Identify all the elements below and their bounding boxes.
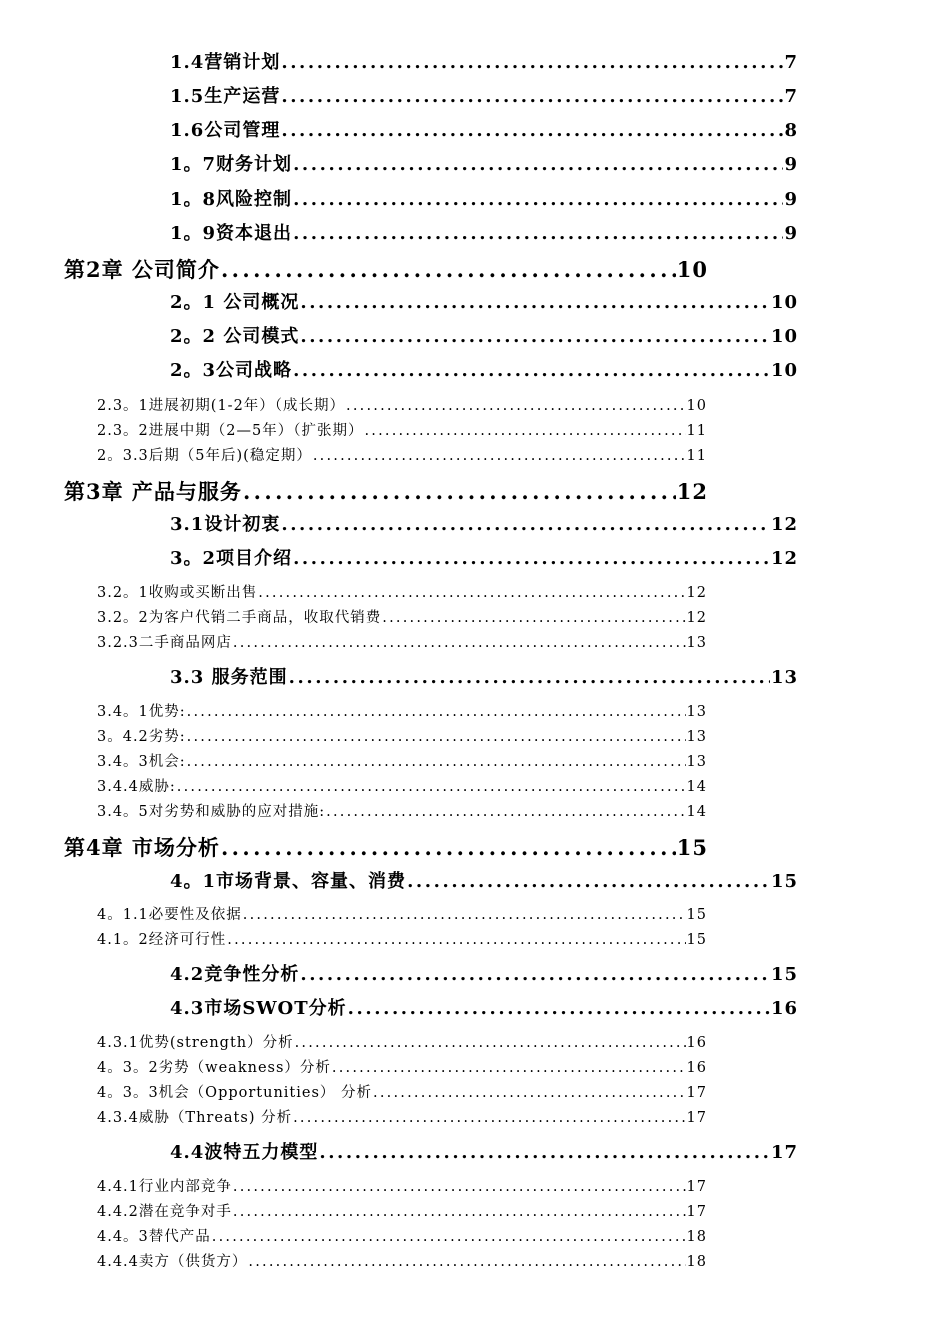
toc-dot-leader (373, 1083, 686, 1103)
toc-entry-title: 3.2.3二手商品网店 (97, 635, 232, 651)
toc-entry-title: 4.3.1优势(strength）分析 (97, 1035, 294, 1051)
toc-dot-leader (319, 1141, 770, 1165)
toc-section-entry[interactable] (170, 359, 798, 383)
toc-dot-leader (187, 702, 686, 722)
toc-entry-title: 4。3。3机会（Opportunities） 分析 (97, 1085, 373, 1101)
toc-page-number: 11 (686, 423, 707, 439)
toc-dot-leader (221, 256, 676, 284)
toc-subsection-entry[interactable] (97, 421, 707, 441)
toc-dot-leader (212, 1227, 686, 1247)
toc-entry-title: 1。7财务计划 (170, 154, 293, 175)
toc-page-number: 16 (686, 1060, 707, 1076)
toc-dot-leader (243, 478, 676, 506)
toc-page-number: 14 (686, 779, 707, 795)
toc-section-entry[interactable] (170, 1141, 798, 1165)
toc-section-entry[interactable] (170, 513, 798, 537)
toc-entry-title: 3.4.4威胁: (97, 779, 176, 795)
toc-dot-leader (332, 1058, 686, 1078)
toc-dot-leader (248, 1252, 685, 1272)
toc-subsection-entry[interactable] (97, 930, 707, 950)
toc-subsection-entry[interactable] (97, 802, 707, 822)
toc-page-number: 12 (770, 514, 798, 535)
toc-entry-title: 1.4营销计划 (170, 52, 281, 73)
toc-section-entry[interactable] (170, 963, 798, 987)
toc-section-entry[interactable] (170, 666, 798, 690)
toc-dot-leader (293, 153, 783, 177)
toc-dot-leader (300, 291, 770, 315)
toc-dot-leader (346, 396, 686, 416)
toc-section-entry[interactable] (170, 870, 798, 894)
toc-page-number: 15 (686, 907, 707, 923)
toc-section-entry[interactable] (170, 291, 798, 315)
toc-page-number: 10 (686, 398, 707, 414)
toc-dot-leader (407, 870, 770, 894)
toc-entry-title: 4.1。2经济可行性 (97, 932, 227, 948)
toc-dot-leader (233, 1177, 686, 1197)
toc-page-number: 12 (770, 548, 798, 569)
toc-page-number: 16 (770, 998, 798, 1019)
toc-entry-title: 3。2项目介绍 (170, 548, 293, 569)
toc-subsection-entry[interactable] (97, 1083, 707, 1103)
toc-page-number: 10 (770, 292, 798, 313)
toc-section-entry[interactable] (170, 51, 798, 75)
toc-entry-title: 3.1设计初衷 (170, 514, 281, 535)
toc-dot-leader (281, 85, 783, 109)
toc-entry-title: 4.4.4卖方（供货方） (97, 1254, 248, 1270)
toc-dot-leader (233, 1202, 686, 1222)
toc-dot-leader (187, 727, 686, 747)
toc-subsection-entry[interactable] (97, 446, 707, 466)
toc-dot-leader (281, 513, 770, 537)
toc-dot-leader (293, 1108, 685, 1128)
toc-dot-leader (293, 188, 783, 212)
toc-page-number: 18 (686, 1254, 707, 1270)
toc-page-number: 12 (686, 610, 707, 626)
toc-page-number: 10 (676, 257, 708, 282)
toc-subsection-entry[interactable] (97, 777, 707, 797)
toc-dot-leader (293, 547, 770, 571)
toc-section-entry[interactable] (170, 188, 798, 212)
toc-subsection-entry[interactable] (97, 1108, 707, 1128)
toc-dot-leader (365, 421, 686, 441)
toc-section-entry[interactable] (170, 153, 798, 177)
toc-page-number: 8 (784, 120, 798, 141)
toc-page-number: 16 (686, 1035, 707, 1051)
toc-page-number: 17 (686, 1085, 707, 1101)
toc-dot-leader (187, 752, 686, 772)
toc-dot-leader (326, 802, 685, 822)
toc-entry-title: 第2章 公司简介 (64, 257, 220, 282)
toc-entry-title: 3.4。1优势: (97, 704, 186, 720)
toc-section-entry[interactable] (170, 222, 798, 246)
toc-subsection-entry[interactable] (97, 1252, 707, 1272)
toc-entry-title: 2.3。2进展中期（2—5年）（扩张期） (97, 423, 364, 439)
toc-page-number: 7 (784, 52, 798, 73)
toc-section-entry[interactable] (170, 997, 798, 1021)
toc-entry-title: 4.4.1行业内部竞争 (97, 1179, 232, 1195)
toc-page-number: 15 (686, 932, 707, 948)
toc-page-number: 15 (676, 835, 708, 860)
toc-page-number: 13 (686, 729, 707, 745)
toc-page-number: 7 (784, 86, 798, 107)
toc-entry-title: 1.5生产运营 (170, 86, 281, 107)
toc-page-number: 10 (770, 360, 798, 381)
toc-page-number: 13 (686, 754, 707, 770)
toc-page-number: 12 (676, 479, 708, 504)
toc-entry-title: 2.3。1进展初期(1-2年）（成长期） (97, 398, 346, 414)
toc-entry-title: 3.4。5对劣势和威胁的应对措施: (97, 804, 326, 820)
toc-page-number: 13 (686, 635, 707, 651)
toc-page-number: 17 (686, 1110, 707, 1126)
toc-chapter-entry[interactable] (64, 478, 708, 506)
toc-page-number: 9 (784, 154, 798, 175)
toc-entry-title: 2。2 公司模式 (170, 326, 300, 347)
toc-entry-title: 第3章 产品与服务 (64, 479, 242, 504)
toc-page-number: 15 (770, 871, 798, 892)
toc-section-entry[interactable] (170, 547, 798, 571)
toc-dot-leader (243, 905, 686, 925)
toc-entry-title: 1.6公司管理 (170, 120, 281, 141)
toc-entry-title: 3.2。2为客户代销二手商品，收取代销费 (97, 610, 382, 626)
toc-dot-leader (258, 583, 685, 603)
toc-subsection-entry[interactable] (97, 727, 707, 747)
toc-page-number: 11 (686, 448, 707, 464)
toc-dot-leader (293, 359, 770, 383)
toc-dot-leader (382, 608, 685, 628)
toc-page-number: 10 (770, 326, 798, 347)
toc-subsection-entry[interactable] (97, 905, 707, 925)
toc-entry-title: 3.3 服务范围 (170, 667, 288, 688)
toc-section-entry[interactable] (170, 85, 798, 109)
toc-page-number: 17 (770, 1142, 798, 1163)
toc-entry-title: 4.4.2潜在竞争对手 (97, 1204, 232, 1220)
toc-entry-title: 3.2。1收购或买断出售 (97, 585, 258, 601)
toc-dot-leader (281, 51, 783, 75)
toc-entry-title: 1。8风险控制 (170, 189, 293, 210)
toc-page-number: 17 (686, 1179, 707, 1195)
toc-dot-leader (289, 666, 770, 690)
toc-entry-title: 4。1市场背景、容量、消费 (170, 871, 407, 892)
toc-dot-leader (177, 777, 686, 797)
toc-section-entry[interactable] (170, 119, 798, 143)
toc-dot-leader (221, 834, 676, 862)
toc-subsection-entry[interactable] (97, 1227, 707, 1247)
toc-page-number: 13 (770, 667, 798, 688)
toc-subsection-entry[interactable] (97, 608, 707, 628)
toc-entry-title: 2。3.3后期（5年后)(稳定期） (97, 448, 312, 464)
toc-page-number: 14 (686, 804, 707, 820)
toc-entry-title: 1。9资本退出 (170, 223, 293, 244)
toc-subsection-entry[interactable] (97, 752, 707, 772)
toc-subsection-entry[interactable] (97, 396, 707, 416)
toc-subsection-entry[interactable] (97, 633, 707, 653)
toc-entry-title: 3.4。3机会: (97, 754, 186, 770)
toc-subsection-entry[interactable] (97, 1177, 707, 1197)
toc-entry-title: 第4章 市场分析 (64, 835, 220, 860)
toc-dot-leader (293, 222, 783, 246)
toc-dot-leader (313, 446, 686, 466)
toc-page-number: 9 (784, 189, 798, 210)
toc-page-number: 17 (686, 1204, 707, 1220)
toc-section-entry[interactable] (170, 325, 798, 349)
toc-page-number: 18 (686, 1229, 707, 1245)
toc-dot-leader (281, 119, 783, 143)
toc-subsection-entry[interactable] (97, 1202, 707, 1222)
toc-subsection-entry[interactable] (97, 583, 707, 603)
toc-dot-leader (348, 997, 770, 1021)
toc-page-number: 15 (770, 964, 798, 985)
toc-entry-title: 4.3.4威胁（Threats) 分析 (97, 1110, 293, 1126)
toc-entry-title: 4.3市场SWOT分析 (170, 998, 347, 1019)
toc-chapter-entry[interactable] (64, 256, 708, 284)
toc-page-number: 13 (686, 704, 707, 720)
toc-subsection-entry[interactable] (97, 1058, 707, 1078)
toc-entry-title: 4.4。3替代产品 (97, 1229, 211, 1245)
toc-dot-leader (300, 325, 770, 349)
toc-chapter-entry[interactable] (64, 834, 708, 862)
toc-dot-leader (300, 963, 770, 987)
toc-entry-title: 2。1 公司概况 (170, 292, 300, 313)
toc-entry-title: 4。1.1必要性及依据 (97, 907, 242, 923)
toc-dot-leader (233, 633, 686, 653)
toc-page-number: 9 (784, 223, 798, 244)
toc-entry-title: 4.4波特五力模型 (170, 1142, 319, 1163)
toc-entry-title: 4。3。2劣势（weakness）分析 (97, 1060, 331, 1076)
toc-page-number: 12 (686, 585, 707, 601)
toc-entry-title: 2。3公司战略 (170, 360, 293, 381)
toc-subsection-entry[interactable] (97, 1033, 707, 1053)
toc-dot-leader (295, 1033, 686, 1053)
toc-dot-leader (227, 930, 685, 950)
toc-subsection-entry[interactable] (97, 702, 707, 722)
toc-entry-title: 4.2竞争性分析 (170, 964, 300, 985)
toc-entry-title: 3。4.2劣势: (97, 729, 186, 745)
